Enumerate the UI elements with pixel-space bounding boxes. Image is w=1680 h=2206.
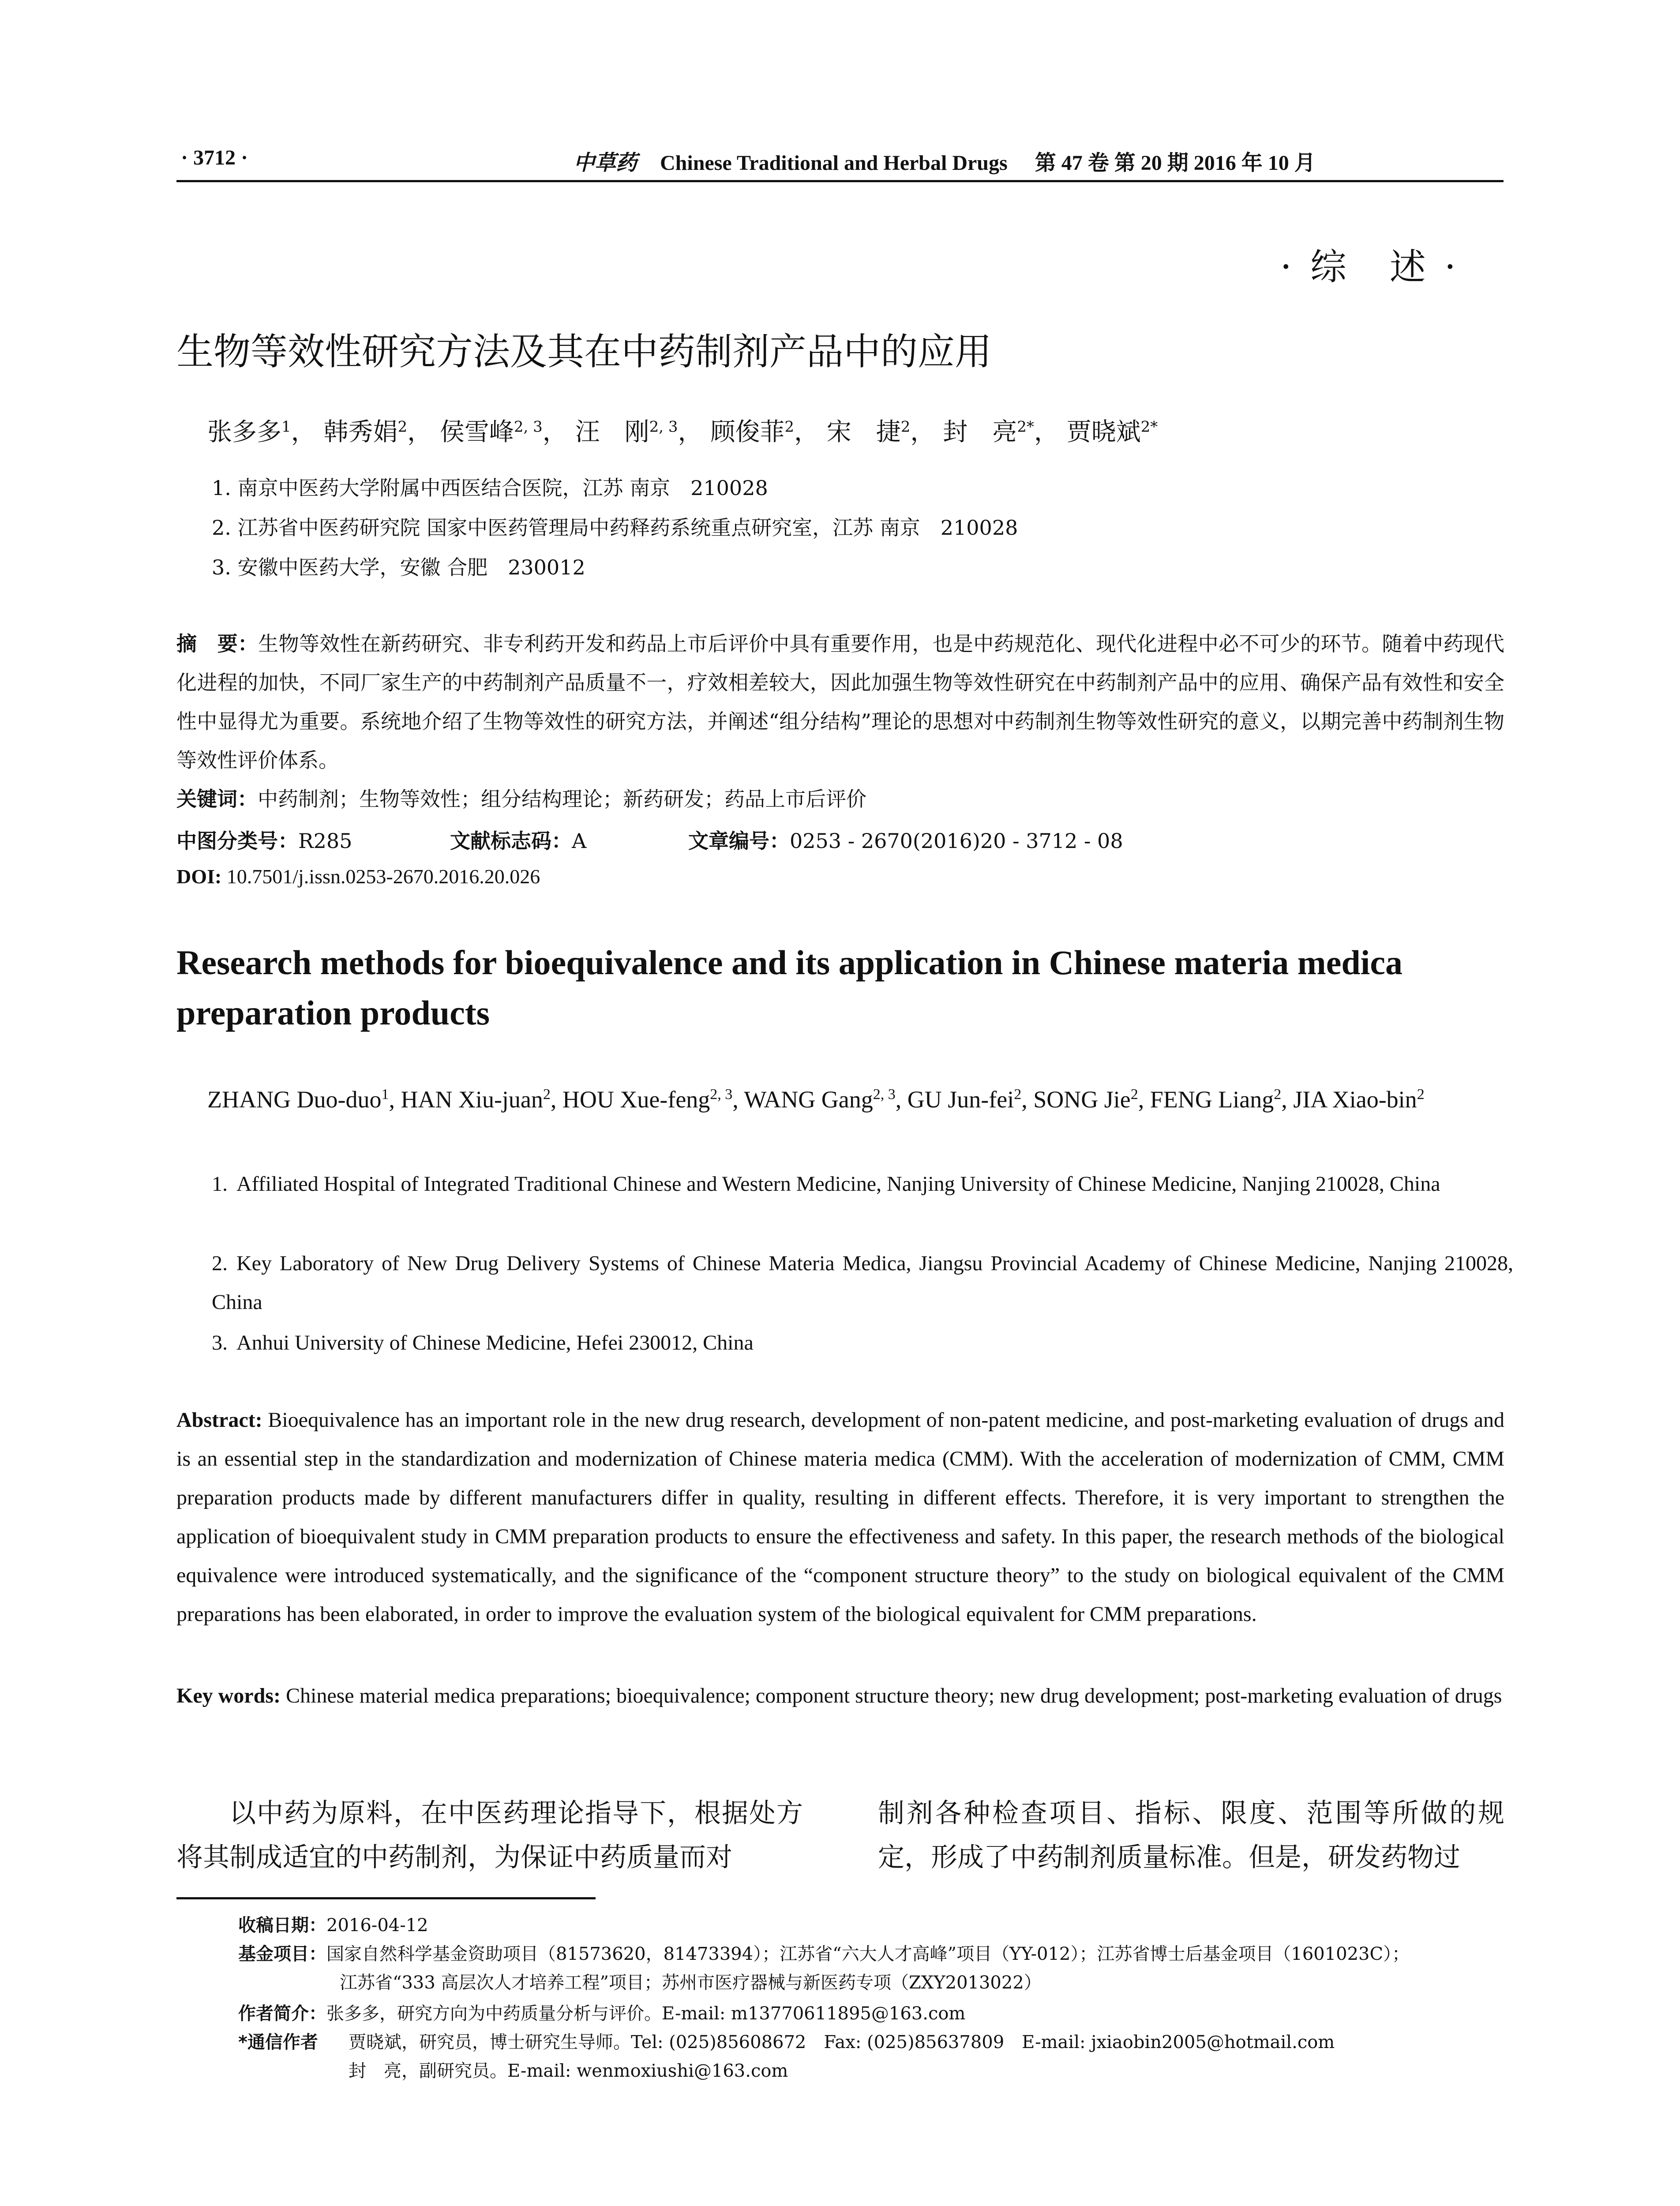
abstract-en-label: Abstract: [176, 1408, 262, 1432]
abstract-en [176, 1401, 1504, 1634]
classification-line [176, 825, 1123, 854]
journal-name-cn: 中草药 [574, 150, 638, 175]
running-header [176, 140, 1504, 182]
affiliation-en-1: 1. Affiliated Hospital of Integrated Traditional Chinese and Western Medicine, Nanjing University of Chinese Medicine, Nanjing 210028, China [212, 1172, 1440, 1196]
page-number: · 3712 · [181, 146, 248, 169]
author-en: SONG Jie$^2$ [1033, 1086, 1138, 1113]
body-column-right: 制剂各种检查项目、指标、限度、范围等所做的规定，形成了中药制剂质量标准。但是，研发药物过 [878, 1798, 1504, 1873]
abstract-cn-text: 生物等效性在新药研究、非专利药开发和药品上市后评价中具有重要作用，也是中药规范化、现代化进程中必不可少的环节。随着中药现代化进程的加快，不同厂家生产的中药制剂产品质量不一，疗效相差较大，因此加强生物等效性研究在中药制剂产品中的应用、确保产品有效性和安全性中显得尤为重要。系统地介绍了生物等效性的研究方法，并阐述“组分结构”理论的思想对中药制剂生物等效性研究的意义，以期完善中药制剂生物等效性评价体系。 [176, 632, 1504, 772]
abstract-cn-label: 摘 要： [176, 632, 259, 656]
author-cn: 侯雪峰$^{2, 3}$ [439, 418, 543, 446]
author-cn: 汪 刚$^{2, 3}$ [575, 418, 678, 446]
journal-info [574, 146, 1316, 176]
keywords-en-text: Chinese material medica preparations; bioequivalence; component structure theory; new drug development; post-marketing evaluation of drugs [285, 1684, 1502, 1707]
abstract-en-text: Bioequivalence has an important role in the new drug research, development of non-patent medicine, and post-marketing evaluation of drugs and is an essential step in the standardization and modernization of Chinese materia medica (CMM). With the acceleration of modernization of CMM, CMM preparation products made by different manufacturers differ in quality, resulting in different effects. Therefore, it is very important to strengthen the application of bioequivalent study in CMM preparation products to ensure the effectiveness and safety. In this paper, the research methods of the biological equivalence were introduced systematically, and the significance of the “component structure theory” to the study on biological equivalent of the CMM preparations has been elaborated, in order to improve the evaluation system of the biological equivalent for CMM preparations. [176, 1408, 1505, 1626]
footnote-corresponding: *通信作者 贾晓斌，研究员，博士研究生导师。Tel: (025)85608672 Fax: (025)85637809 E-mail: jxiaobin2005@hotmail.com [238, 2032, 1335, 2052]
affiliation-en-2: 2. Key Laboratory of New Drug Delivery Systems of Chinese Materia Medica, Jiangsu Provincial Academy of Chinese Medicine, Nanjing 210028, China [212, 1252, 1513, 1314]
author-en: FENG Liang$^2$ [1150, 1086, 1282, 1113]
author-en: HOU Xue-feng$^{2, 3}$ [562, 1086, 733, 1113]
footnote-rule [176, 1897, 596, 1899]
journal-name-en: Chinese Traditional and Herbal Drugs [660, 151, 1008, 175]
author-en: JIA Xiao-bin$^2$ [1293, 1086, 1425, 1113]
affiliation-cn-3: 3. 安徽中医药大学，安徽 合肥 230012 [212, 555, 585, 579]
keywords-cn-text: 中药制剂；生物等效性；组分结构理论；新药研发；药品上市后评价 [258, 787, 866, 811]
keywords-en-label: Key words: [176, 1684, 281, 1707]
author-en: GU Jun-fei$^2$ [907, 1086, 1022, 1113]
author-cn: 顾俊菲$^2$ [710, 418, 794, 446]
author-cn: 韩秀娟$^2$ [323, 418, 408, 446]
author-en: ZHANG Duo-duo$^1$ [207, 1086, 389, 1113]
keywords-en [176, 1677, 1504, 1715]
article-number: 文章编号：0253 - 2670(2016)20 - 3712 - 08 [688, 829, 1123, 853]
affiliation-cn-1: 1. 南京中医药大学附属中西医结合医院，江苏 南京 210028 [212, 476, 768, 500]
doi [176, 865, 540, 888]
keywords-cn-label: 关键词： [176, 787, 258, 811]
author-cn: 封 亮$^{2*}$ [943, 418, 1034, 446]
abstract-cn [176, 624, 1504, 780]
body-column-left: 以中药为原料，在中医药理论指导下，根据处方将其制成适宜的中药制剂，为保证中药质量而对 [176, 1798, 803, 1873]
author-en: HAN Xiu-juan$^2$ [401, 1086, 551, 1113]
author-cn: 贾晓斌$^{2*}$ [1066, 418, 1158, 446]
title-en: Research methods for bioequivalence and its application in Chinese materia medica preparation products [176, 943, 1403, 1032]
footnote-corresponding-2: 封 亮，副研究员。E-mail: wenmoxiushi@163.com [349, 2061, 788, 2081]
affiliation-cn-2: 2. 江苏省中医药研究院 国家中医药管理局中药释药系统重点研究室，江苏 南京 210028 [212, 516, 1018, 540]
journal-issue: 第 47 卷 第 20 期 2016 年 10 月 [1035, 151, 1316, 175]
author-cn: 张多多$^1$ [207, 418, 291, 446]
document-code: 文献标志码：A [450, 829, 587, 853]
footnote-received: 收稿日期：2016-04-12 [238, 1915, 428, 1936]
author-en: WANG Gang$^{2, 3}$ [744, 1086, 896, 1113]
footnote-fund-cont: 江苏省“333 高层次人才培养工程”项目；苏州市医疗器械与新医药专项（ZXY2013022） [340, 1973, 1042, 1993]
authors-cn: 张多多$^1$， 韩秀娟$^2$， 侯雪峰$^{2, 3}$， 汪 刚$^{2, 3}$， 顾俊菲$^2$， 宋 捷$^2$， 封 亮$^{2*}$， 贾晓斌$^{2*}$ [207, 418, 1158, 446]
authors-en: ZHANG Duo-duo$^1$, HAN Xiu-juan$^2$, HOU Xue-feng$^{2, 3}$, WANG Gang$^{2, 3}$, GU Jun-fei$^2$, SONG Jie$^2$, FENG Liang$^2$, JIA Xiao-bin$^2$ [207, 1086, 1425, 1113]
keywords-cn [176, 783, 866, 812]
affiliation-en-3: 3. Anhui University of Chinese Medicine, Hefei 230012, China [212, 1331, 754, 1354]
clc-number: 中图分类号：R285 [176, 829, 352, 853]
doi-link[interactable]: 10.7501/j.issn.0253-2670.2016.20.026 [226, 865, 540, 888]
title-cn: 生物等效性研究方法及其在中药制剂产品中的应用 [176, 330, 992, 373]
doi-label: DOI: [176, 865, 222, 888]
section-tag: · 综 述 · [1280, 246, 1459, 288]
footnote-bio: 作者简介：张多多，研究方向为中药质量分析与评价。E-mail: m13770611895@163.com [238, 2003, 966, 2024]
author-cn: 宋 捷$^2$ [826, 418, 911, 446]
footnote-fund: 基金项目：国家自然科学基金资助项目（81573620，81473394）；江苏省“六大人才高峰”项目（YY-012）；江苏省博士后基金项目（1601023C）； [238, 1944, 1410, 1964]
